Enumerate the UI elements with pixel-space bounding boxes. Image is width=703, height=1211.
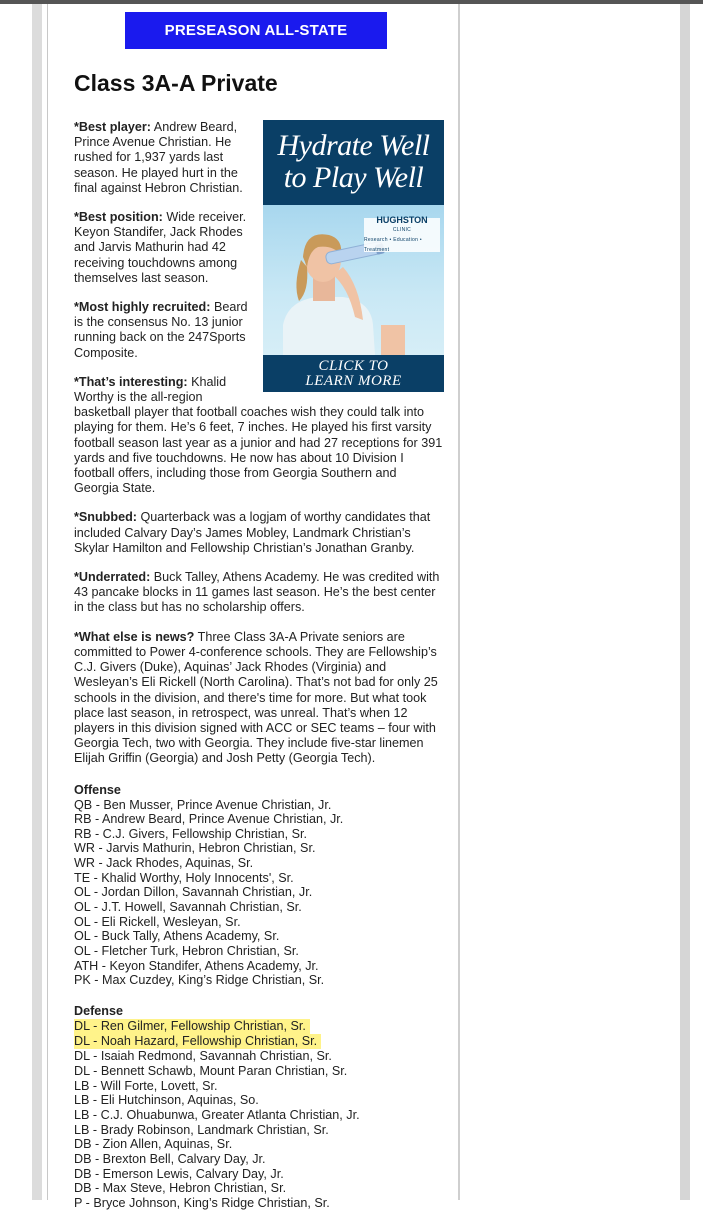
paragraph-label: *Snubbed:: [74, 510, 137, 525]
paragraph-label: *That’s interesting:: [74, 374, 188, 389]
ad-cta-line-2: LEARN MORE: [305, 372, 402, 389]
defense-title: Defense: [74, 1004, 123, 1019]
paragraph-label: *Best player:: [74, 120, 151, 134]
roster-entry: RB - C.J. Givers, Fellowship Christian, Sr.: [74, 826, 308, 841]
defense-list: [74, 1019, 444, 1211]
paragraph-text: Quarterback was a logjam of worthy candidates that included Calvary Day’s James Mobley, Landmark Christian’s Skylar Hamilton and Fellowship Christian’s Jonathan Granby.: [74, 510, 431, 555]
top-strip: [0, 0, 703, 4]
paragraph-text: Buck Talley, Athens Academy. He was credited with 43 pancake blocks in 11 games last season. He’s the best center in the class but has no scholarship offers.: [74, 570, 440, 615]
section-banner: PRESEASON ALL-STATE: [125, 12, 387, 49]
paragraph-label: *Underrated:: [74, 570, 151, 585]
roster-entry: P - Bryce Johnson, King’s Ridge Christian, Sr.: [74, 1196, 330, 1211]
roster-entry: OL - Eli Rickell, Wesleyan, Sr.: [74, 914, 241, 929]
roster-entry: RB - Andrew Beard, Prince Avenue Christian, Jr.: [74, 812, 344, 827]
clinic-logo-sub: CLINIC: [392, 227, 412, 233]
roster-entry: DB - Brexton Bell, Calvary Day, Jr.: [74, 1152, 266, 1167]
roster-entry: TE - Khalid Worthy, Holy Innocents', Sr.: [74, 870, 294, 885]
roster-entry: WR - Jack Rhodes, Aquinas, Sr.: [74, 856, 254, 871]
offense-list: [74, 798, 444, 989]
hydration-ad[interactable]: [263, 120, 444, 392]
ad-cta-line-1: CLICK TO: [318, 357, 389, 374]
ad-headline-line-2: to Play Well: [283, 161, 424, 194]
article-paragraph: [74, 510, 444, 556]
defense-section: [74, 1004, 444, 1211]
ad-cta-button[interactable]: [263, 355, 444, 392]
roster-entry: OL - Jordan Dillon, Savannah Christian, Jr.: [74, 885, 313, 900]
paragraph-label: *What else is news?: [74, 629, 195, 644]
offense-section: [74, 783, 444, 989]
roster-entry: PK - Max Cuzdey, King’s Ridge Christian, Sr.: [74, 973, 325, 988]
ad-headline-line-1: Hydrate Well: [277, 129, 430, 162]
roster-entry: LB - Brady Robinson, Landmark Christian, Sr.: [74, 1122, 329, 1137]
article-paragraph: [74, 372, 444, 497]
article-paragraph: [74, 570, 444, 616]
roster-entry: DL - Noah Hazard, Fellowship Christian, Sr.: [74, 1034, 321, 1049]
roster-entry: ATH - Keyon Standifer, Athens Academy, Jr.: [74, 958, 319, 973]
roster-entry: QB - Ben Musser, Prince Avenue Christian, Jr.: [74, 797, 332, 812]
left-margin-bar: [32, 4, 42, 1200]
paragraph-label: *Best position:: [74, 210, 163, 225]
paragraph-text: Khalid Worthy is the all-region basketball player that football coaches wish they could talk into playing for them. He’s 6 feet, 7 inches. He played his first varsity football season last year as a junior and had 27 receptions for 391 yards and five touchdowns. He now has about 10 Division I football offers, including those from Georgia Southern and Georgia State.: [74, 374, 443, 496]
roster-entry: DL - Isaiah Redmond, Savannah Christian, Sr.: [74, 1049, 332, 1064]
roster-entry: LB - Will Forte, Lovett, Sr.: [74, 1078, 218, 1093]
column-divider: [458, 4, 460, 1200]
roster-entry: LB - Eli Hutchinson, Aquinas, So.: [74, 1093, 259, 1108]
ad-headline: [263, 120, 444, 194]
roster-entry: OL - J.T. Howell, Savannah Christian, Sr.: [74, 900, 302, 915]
left-border-line: [47, 4, 48, 1200]
paragraph-text: Three Class 3A-A Private seniors are committed to Power 4-conference schools. They are Fellowship’s C.J. Givers (Duke), Aquinas’ Jack Rhodes (Virginia) and Wesleyan’s Eli Rickell (North Carolina). That’s not bad for only 25 schools in the division, and there's time for more. But what took place last season, in retrospect, was unreal. That’s when 12 players in this division signed with ACC or SEC teams – four with Georgia Tech, two with Georgia. They include five-star linemen Elijah Griffin (Georgia) and Josh Petty (Georgia Tech).: [74, 629, 438, 766]
roster-entry: OL - Fletcher Turk, Hebron Christian, Sr.: [74, 944, 299, 959]
offense-title: Offense: [74, 782, 121, 797]
clinic-logo: [364, 215, 440, 253]
article-paragraph: [74, 630, 444, 767]
paragraph-text: Wide receiver. Keyon Standifer, Jack Rhodes and Jarvis Mathurin had 42 receiving touchdowns among themselves last season.: [74, 210, 247, 285]
paragraph-text: Beard is the consensus No. 13 junior running back on the 247Sports Composite.: [74, 300, 248, 360]
clinic-logo-tagline: Research • Education • Treatment: [364, 237, 422, 253]
roster-entry: OL - Buck Tally, Athens Academy, Sr.: [74, 929, 280, 944]
roster-entry: DL - Bennett Schawb, Mount Paran Christian, Sr.: [74, 1064, 348, 1079]
clinic-logo-name: HUGHSTON: [376, 215, 428, 225]
article-body: [74, 120, 444, 1211]
roster-entry: DL - Ren Gilmer, Fellowship Christian, Sr.: [74, 1019, 310, 1034]
roster-entry: DB - Zion Allen, Aquinas, Sr.: [74, 1137, 233, 1152]
roster-entry: DB - Emerson Lewis, Calvary Day, Jr.: [74, 1166, 284, 1181]
roster-entry: WR - Jarvis Mathurin, Hebron Christian, Sr.: [74, 841, 316, 856]
page-title: Class 3A-A Private: [74, 70, 278, 96]
roster-entry: LB - C.J. Ohuabunwa, Greater Atlanta Christian, Jr.: [74, 1108, 360, 1123]
paragraph-label: *Most highly recruited:: [74, 300, 211, 315]
scrollbar-track[interactable]: [680, 4, 690, 1200]
paragraph-text: Andrew Beard, Prince Avenue Christian. He rushed for 1,937 yards last season. He played hurt in the final against Hebron Christian.: [74, 120, 243, 195]
roster-entry: DB - Max Steve, Hebron Christian, Sr.: [74, 1181, 287, 1196]
